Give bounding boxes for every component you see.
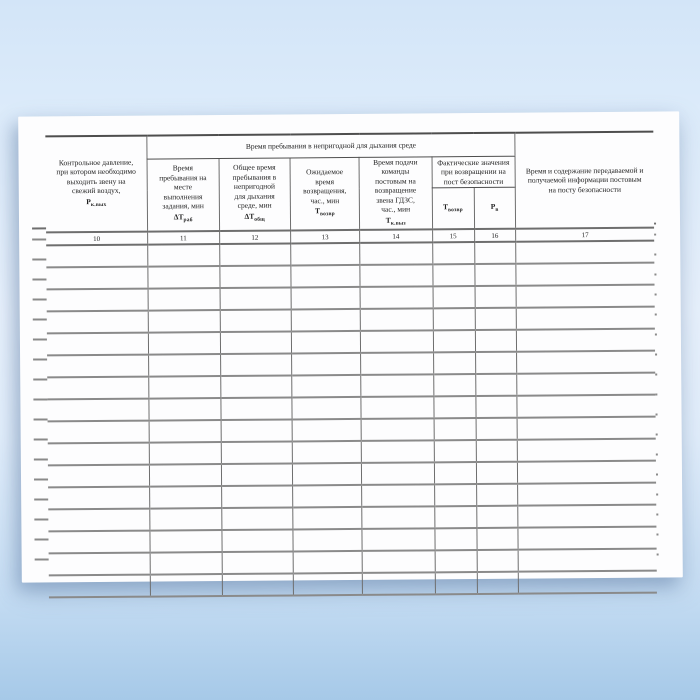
empty-cell [219,265,291,288]
paper-sheet [18,111,683,582]
empty-cell [518,571,657,594]
empty-cell [220,331,292,354]
empty-cell [362,550,435,573]
empty-cell [49,575,151,598]
empty-cell [476,440,518,462]
column-11-label: Время пребывания на месте выполнения задания, мин [159,163,207,211]
empty-cell [149,354,221,377]
column-10-label: Контрольное давление, при котором необходимо выходить звену на свежий воздух, [56,157,136,196]
empty-cell [476,506,518,528]
empty-cell [475,286,517,308]
empty-cell [361,462,434,485]
empty-cell [222,573,294,596]
empty-cell [48,421,150,444]
empty-cell [149,442,221,465]
group-header-breathing-env: Время пребывания в непригодной для дыхания среде [147,133,515,159]
empty-cell [47,289,149,312]
empty-cell [220,353,292,376]
empty-cell [517,417,656,440]
empty-cell [291,265,360,288]
empty-cell [516,307,655,330]
empty-cell [432,264,474,286]
empty-cell [475,330,517,352]
empty-cell [148,244,220,267]
empty-cell [362,484,435,507]
empty-cell [518,505,657,528]
empty-cell [362,506,435,529]
empty-cell [291,287,360,310]
empty-cell [220,287,292,310]
empty-cell [517,351,656,374]
empty-cell [46,245,148,268]
column-number: 13 [291,230,360,244]
empty-cell [293,573,362,596]
empty-cell [361,374,434,397]
empty-cell [516,285,655,308]
empty-cell [293,529,362,552]
empty-cell [47,377,149,400]
column-number: 16 [474,229,516,242]
column-number: 11 [148,231,220,245]
column-number: 10 [46,232,148,246]
empty-cell [291,309,360,332]
empty-cell [361,418,434,441]
empty-cell [47,355,149,378]
empty-cell [517,373,656,396]
empty-cell [433,374,475,396]
empty-cell [477,550,519,572]
empty-cell [434,418,476,440]
empty-cell [292,463,361,486]
column-number: 15 [432,229,474,242]
empty-cell [48,509,150,532]
empty-cell [292,441,361,464]
empty-cell [474,242,516,264]
empty-cell [360,286,433,309]
column-12-label: Общее время пребывания в непригодной для дыхания среде, мин [232,162,277,211]
empty-cell [150,486,222,509]
column-header-12 [219,157,291,231]
column-number: 14 [360,229,433,243]
empty-cell [150,530,222,553]
empty-cell [475,352,517,374]
empty-cell [149,376,221,399]
empty-cell [517,461,656,484]
empty-cell [221,485,293,508]
column-header-17 [515,132,654,229]
empty-cell [361,352,434,375]
empty-cell [360,264,433,287]
empty-cell [149,464,221,487]
empty-cell [148,288,220,311]
column-header-15 [432,188,474,230]
column-header-10 [45,136,147,233]
empty-cell [150,574,222,597]
empty-cell [362,528,435,551]
empty-cell [474,264,516,286]
empty-cell [219,243,291,266]
empty-cell [293,485,362,508]
empty-cell [360,242,433,265]
empty-cell [149,420,221,443]
empty-cell [434,528,476,550]
empty-cell [360,308,433,331]
table-row [49,571,657,598]
empty-cell [433,330,475,352]
empty-cell [433,396,475,418]
empty-cell [293,551,362,574]
empty-cell [221,463,293,486]
empty-cell [361,396,434,419]
empty-cell [148,266,220,289]
empty-cell [434,440,476,462]
empty-cell [433,308,475,330]
empty-cell [48,531,150,554]
column-13-label: Ожидаемое время возвращения, час., мин [303,167,347,205]
empty-cell [47,333,149,356]
empty-cell [47,311,149,334]
empty-cell [150,552,222,575]
empty-cell [221,441,293,464]
empty-cell [47,399,149,422]
column-14-symbol: $Т_{к.выз}$ [385,215,406,227]
empty-cell [433,286,475,308]
column-header-14 [359,156,432,230]
empty-cell [516,263,655,286]
empty-cell [434,462,476,484]
empty-cell [221,507,293,530]
empty-cell [292,419,361,442]
empty-cell [150,508,222,531]
empty-cell [362,572,435,595]
empty-cell [517,439,656,462]
column-14-label: Время подачи команды постовым на возвращение звена ГДЗС, час., мин [373,156,418,214]
column-15-symbol: $Т_{возвр}$ [442,202,463,214]
empty-cell [49,553,151,576]
column-16-symbol: $Р_в$ [490,201,499,213]
empty-cell [475,308,517,330]
empty-cell [518,549,657,572]
column-header-16 [474,187,516,229]
empty-cell [291,331,360,354]
column-17-label: Время и содержание передаваемой и получаемой информации постовым на посту безопасности [525,165,644,195]
empty-cell [475,374,517,396]
empty-cell [361,440,434,463]
empty-cell [48,487,150,510]
empty-cell [222,551,294,574]
empty-cell [148,310,220,333]
column-header-11 [147,158,219,232]
table-body [46,241,657,598]
empty-cell [434,506,476,528]
group-header-actual-values: Фактические значения при возвращении на пост безопасности [432,156,516,188]
empty-cell [516,329,655,352]
empty-cell [432,242,474,264]
header-row-groups [45,132,653,160]
empty-cell [476,418,518,440]
column-11-symbol: $\Delta Т_{раб}$ [173,212,193,224]
empty-cell [148,332,220,355]
empty-cell [48,465,150,488]
empty-cell [518,527,657,550]
empty-cell [48,443,150,466]
empty-cell [292,353,361,376]
empty-cell [292,375,361,398]
empty-cell [293,507,362,530]
empty-cell [220,309,292,332]
empty-cell [477,572,519,594]
column-12-symbol: $\Delta Т_{общ}$ [244,211,266,223]
empty-cell [433,352,475,374]
empty-cell [149,398,221,421]
empty-cell [46,267,148,290]
empty-cell [221,529,293,552]
column-number: 12 [219,230,291,244]
empty-cell [434,484,476,506]
empty-cell [435,572,477,594]
empty-cell [291,243,360,266]
column-13-symbol: $Т_{возвр}$ [314,206,335,218]
gdzs-journal-table [45,131,657,599]
empty-cell [435,550,477,572]
empty-cell [476,462,518,484]
empty-cell [476,484,518,506]
empty-cell [476,528,518,550]
empty-cell [221,419,293,442]
column-10-symbol: $Р_{к.вых}$ [86,196,107,208]
empty-cell [475,396,517,418]
empty-cell [292,397,361,420]
empty-cell [220,397,292,420]
empty-cell [518,483,657,506]
empty-cell [220,375,292,398]
column-number: 17 [516,228,655,242]
empty-cell [517,395,656,418]
empty-cell [360,330,433,353]
empty-cell [516,241,655,264]
column-header-13 [290,157,360,231]
